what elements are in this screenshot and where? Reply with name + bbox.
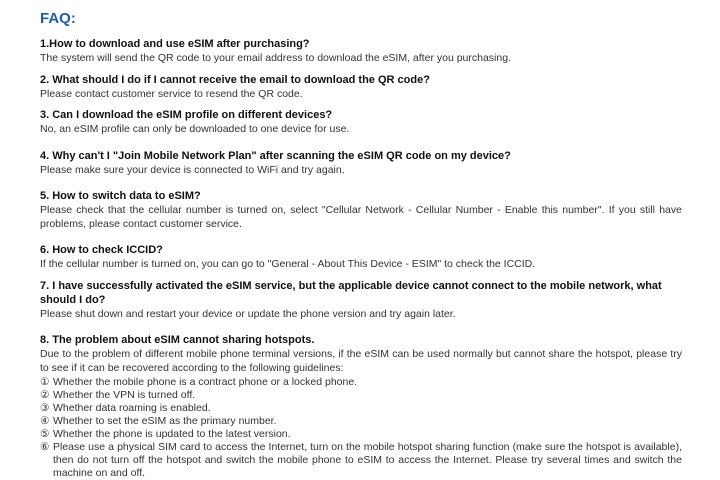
- list-item-text: Please use a physical SIM card to access the Internet, turn on the mobile hotspot sharing function (make sure the hotspot is available), then do not turn off the hotspot and switch the mobile phone to eSIM to access the Internet. Please try several times and switch the machine on and off.: [53, 441, 682, 479]
- faq-item-7: [40, 279, 682, 322]
- list-item: [40, 376, 682, 389]
- faq-item-8: [40, 333, 682, 480]
- list-item: [40, 402, 682, 415]
- list-item: [40, 389, 682, 402]
- faq-answer: Please check that the cellular number is turned on, select "Cellular Network - Cellular Number - Enable this number". If you still have problems, please contact customer service.: [40, 204, 682, 230]
- faq-answer: No, an eSIM profile can only be downloaded to one device for use.: [40, 123, 350, 135]
- list-item: [40, 428, 682, 441]
- list-item-number: ③: [40, 402, 50, 414]
- faq-item-6: [40, 243, 682, 272]
- list-item-number: ④: [40, 415, 50, 427]
- list-item-number: ②: [40, 389, 50, 401]
- list-item: [40, 415, 682, 428]
- faq-item-4: [40, 149, 682, 178]
- faq-question: 1.How to download and use eSIM after purchasing?: [40, 38, 310, 50]
- faq-answer: If the cellular number is turned on, you can go to "General - About This Device - ESIM" to check the ICCID.: [40, 258, 536, 270]
- faq-item-3: [40, 108, 682, 137]
- faq-answer: Due to the problem of different mobile phone terminal versions, if the eSIM can be used normally but cannot share the hotspot, please try to see if it can be recovered according to the following guidelines:: [40, 348, 682, 374]
- faq-item-5: [40, 189, 682, 231]
- faq-question: 4. Why can't I "Join Mobile Network Plan" after scanning the eSIM QR code on my device?: [40, 149, 511, 162]
- list-item: [40, 441, 682, 480]
- list-item-number: ①: [40, 376, 50, 388]
- faq-question: 5. How to switch data to eSIM?: [40, 190, 201, 202]
- faq-answer: Please shut down and restart your device or update the phone version and try again later.: [40, 307, 456, 320]
- faq-question: 3. Can I download the eSIM profile on different devices?: [40, 109, 333, 121]
- list-item-number: ⑤: [40, 428, 50, 440]
- faq-question: 7. I have successfully activated the eSIM service, but the applicable device cannot connect to the mobile network, what should I do?: [40, 279, 662, 306]
- list-item-text: Whether the VPN is turned off.: [53, 389, 196, 401]
- faq-answer: Please contact customer service to resend the QR code.: [40, 87, 303, 100]
- list-item-text: Whether data roaming is enabled.: [53, 402, 211, 414]
- faq-item-2: [40, 73, 682, 102]
- faq-question: 6. How to check ICCID?: [40, 244, 163, 256]
- list-item-text: Whether the phone is updated to the latest version.: [53, 428, 291, 440]
- faq-item-1: [40, 37, 682, 66]
- faq-title: FAQ:: [40, 10, 76, 27]
- hotspot-guidelines-list: [40, 376, 682, 480]
- faq-answer: Please make sure your device is connected to WiFi and try again.: [40, 163, 345, 176]
- faq-question: 2. What should I do if I cannot receive the email to download the QR code?: [40, 73, 430, 86]
- list-item-text: Whether the mobile phone is a contract phone or a locked phone.: [53, 376, 358, 388]
- list-item-number: ⑥: [40, 441, 50, 453]
- list-item-text: Whether to set the eSIM as the primary number.: [53, 415, 277, 427]
- faq-question: 8. The problem about eSIM cannot sharing hotspots.: [40, 334, 315, 346]
- faq-answer: The system will send the QR code to your email address to download the eSIM, after you purchasing.: [40, 52, 511, 64]
